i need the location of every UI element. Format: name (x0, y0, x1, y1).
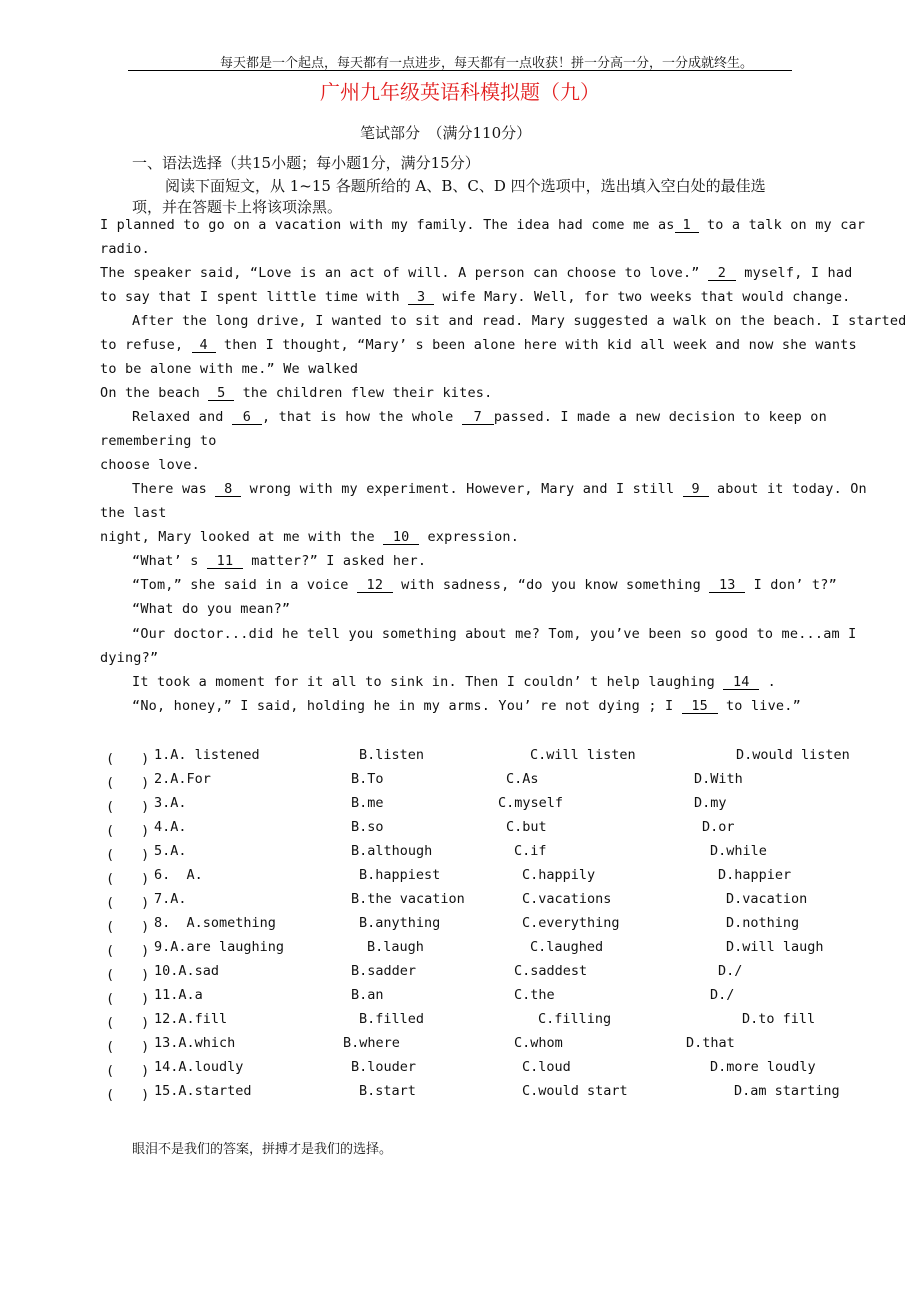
answer-paren[interactable]: ( ) (106, 943, 150, 959)
passage-line: “Our doctor...did he tell you something about me? Tom, you’ve been so good to me...am I (132, 626, 857, 642)
passage-line: radio. (100, 241, 150, 257)
option-b[interactable]: B.an (351, 987, 384, 1003)
blank-10: 10 (383, 530, 419, 545)
passage-line: Relaxed and 6 , that is how the whole 7 passed. I made a new decision to keep on (132, 409, 827, 425)
option-a[interactable]: 13.A.which (154, 1035, 236, 1051)
option-d[interactable]: D.or (702, 819, 735, 835)
option-b[interactable]: B.sadder (351, 963, 417, 979)
passage-line: “What do you mean?” (132, 601, 291, 617)
passage-line: to say that I spent little time with 3 wife Mary. Well, for two weeks that would change. (100, 289, 851, 305)
answer-paren[interactable]: ( ) (106, 799, 150, 815)
option-a[interactable]: 6. A. (154, 867, 203, 883)
option-b[interactable]: B.laugh (367, 939, 424, 955)
answer-paren[interactable]: ( ) (106, 895, 150, 911)
answer-paren[interactable]: ( ) (106, 823, 150, 839)
option-b[interactable]: B.me (351, 795, 384, 811)
passage-line: “Tom,” she said in a voice 12 with sadness, “do you know something 13 I don’ t?” (132, 577, 837, 593)
option-b[interactable]: B.To (351, 771, 384, 787)
header-motto: 每天都是一个起点，每天都有一点进步，每天都有一点收获！拼一分高一分，一分成就终生。 (220, 56, 754, 71)
answer-paren[interactable]: ( ) (106, 847, 150, 863)
option-c[interactable]: C.will listen (530, 747, 636, 763)
passage-line: the last (100, 505, 167, 521)
option-c[interactable]: C.loud (522, 1059, 571, 1075)
option-a[interactable]: 11.A.a (154, 987, 203, 1003)
option-c[interactable]: C.As (506, 771, 539, 787)
blank-1: 1 (675, 218, 699, 233)
option-b[interactable]: B.anything (359, 915, 441, 931)
option-a[interactable]: 10.A.sad (154, 963, 220, 979)
option-d[interactable]: D.will laugh (726, 939, 824, 955)
option-a[interactable]: 8. A.something (154, 915, 276, 931)
passage-line: dying?” (100, 650, 159, 666)
blank-8: 8 (215, 482, 241, 497)
option-c[interactable]: C.myself (498, 795, 564, 811)
answer-paren[interactable]: ( ) (106, 1015, 150, 1031)
blank-15: 15 (682, 699, 718, 714)
passage-line: It took a moment for it all to sink in. Then I couldn’ t help laughing 14 . (132, 674, 776, 690)
option-c[interactable]: C.if (514, 843, 547, 859)
answer-paren[interactable]: ( ) (106, 871, 150, 887)
answer-paren[interactable]: ( ) (106, 1087, 150, 1103)
option-b[interactable]: B.filled (359, 1011, 425, 1027)
blank-13: 13 (709, 578, 745, 593)
instruction-line-2: 项，并在答题卡上将该项涂黑。 (132, 198, 343, 216)
option-b[interactable]: B.louder (351, 1059, 417, 1075)
option-a[interactable]: 12.A.fill (154, 1011, 228, 1027)
option-c[interactable]: C.vacations (522, 891, 612, 907)
option-c[interactable]: C.filling (538, 1011, 612, 1027)
blank-3: 3 (408, 290, 434, 305)
passage-line: After the long drive, I wanted to sit and read. Mary suggested a walk on the beach. I started (132, 313, 907, 329)
passage-line: to refuse, 4 then I thought, “Mary’ s been alone here with kid all week and now she wants (100, 337, 857, 353)
option-a[interactable]: 9.A.are laughing (154, 939, 285, 955)
answer-paren[interactable]: ( ) (106, 919, 150, 935)
blank-14: 14 (723, 675, 759, 690)
passage-line: to be alone with me.” We walked (100, 361, 359, 377)
option-b[interactable]: B.although (351, 843, 433, 859)
blank-7: 7 (462, 410, 494, 425)
option-d[interactable]: D.happier (718, 867, 792, 883)
option-d[interactable]: D.my (694, 795, 727, 811)
option-d[interactable]: D.would listen (736, 747, 850, 763)
passage-line: There was 8 wrong with my experiment. However, Mary and I still 9 about it today. On (132, 481, 867, 497)
option-b[interactable]: B.start (359, 1083, 416, 1099)
passage-line: choose love. (100, 457, 200, 473)
footer-slogan: 眼泪不是我们的答案，拼搏才是我们的选择。 (132, 1142, 393, 1157)
option-d[interactable]: D.to fill (742, 1011, 816, 1027)
option-c[interactable]: C.laughed (530, 939, 604, 955)
instruction-line-1: 阅读下面短文，从 1~15 各题所给的 A、B、C、D 四个选项中，选出填入空白处的最佳选 (165, 177, 766, 195)
answer-paren[interactable]: ( ) (106, 1063, 150, 1079)
blank-5: 5 (208, 386, 234, 401)
header-divider (128, 70, 792, 71)
option-d[interactable]: D.while (710, 843, 767, 859)
option-a[interactable]: 1.A. listened (154, 747, 260, 763)
option-c[interactable]: C.happily (522, 867, 596, 883)
option-d[interactable]: D.vacation (726, 891, 808, 907)
option-d[interactable]: D.nothing (726, 915, 800, 931)
answer-paren[interactable]: ( ) (106, 775, 150, 791)
option-b[interactable]: B.the vacation (351, 891, 465, 907)
passage-line: The speaker said, “Love is an act of will. A person can choose to love.” 2 myself, I had (100, 265, 853, 281)
option-d[interactable]: D.more loudly (710, 1059, 816, 1075)
option-c[interactable]: C.everything (522, 915, 620, 931)
option-d[interactable]: D.am starting (734, 1083, 840, 1099)
page-title: 广州九年级英语科模拟题（九） (320, 80, 600, 104)
option-a[interactable]: 2.A.For (154, 771, 211, 787)
option-c[interactable]: C.but (506, 819, 547, 835)
option-a[interactable]: 5.A. (154, 843, 187, 859)
blank-11: 11 (207, 554, 243, 569)
blank-12: 12 (357, 578, 393, 593)
option-b[interactable]: B.happiest (359, 867, 441, 883)
blank-2: 2 (708, 266, 736, 281)
blank-4: 4 (192, 338, 216, 353)
option-b[interactable]: B.listen (359, 747, 425, 763)
passage-line: I planned to go on a vacation with my family. The idea had come me as 1 to a talk on my car (100, 217, 866, 233)
option-b[interactable]: B.so (351, 819, 384, 835)
option-b[interactable]: B.where (343, 1035, 400, 1051)
blank-9: 9 (683, 482, 709, 497)
option-a[interactable]: 7.A. (154, 891, 187, 907)
option-a[interactable]: 3.A. (154, 795, 187, 811)
answer-paren[interactable]: ( ) (106, 991, 150, 1007)
passage-line: “What’ s 11 matter?” I asked her. (132, 553, 427, 569)
passage-line: night, Mary looked at me with the 10 expression. (100, 529, 520, 545)
option-c[interactable]: C.the (514, 987, 555, 1003)
option-d[interactable]: D./ (718, 963, 743, 979)
blank-6: 6 (232, 410, 262, 425)
option-c[interactable]: C.would start (522, 1083, 628, 1099)
passage-line: “No, honey,” I said, holding he in my arms. You’ re not dying ; I 15 to live.” (132, 698, 801, 714)
option-a[interactable]: 15.A.started (154, 1083, 252, 1099)
option-c[interactable]: C.whom (514, 1035, 563, 1051)
option-a[interactable]: 14.A.loudly (154, 1059, 244, 1075)
part-title: 一、语法选择（共15小题；每小题1分，满分15分） (132, 154, 480, 172)
option-d[interactable]: D.that (686, 1035, 735, 1051)
option-d[interactable]: D.With (694, 771, 743, 787)
answer-paren[interactable]: ( ) (106, 751, 150, 767)
answer-paren[interactable]: ( ) (106, 1039, 150, 1055)
answer-paren[interactable]: ( ) (106, 967, 150, 983)
option-d[interactable]: D./ (710, 987, 735, 1003)
option-a[interactable]: 4.A. (154, 819, 187, 835)
passage-line: On the beach 5 the children flew their kites. (100, 385, 493, 401)
section-title: 笔试部分 （满分110分） (360, 124, 532, 142)
option-c[interactable]: C.saddest (514, 963, 588, 979)
passage-line: remembering to (100, 433, 217, 449)
